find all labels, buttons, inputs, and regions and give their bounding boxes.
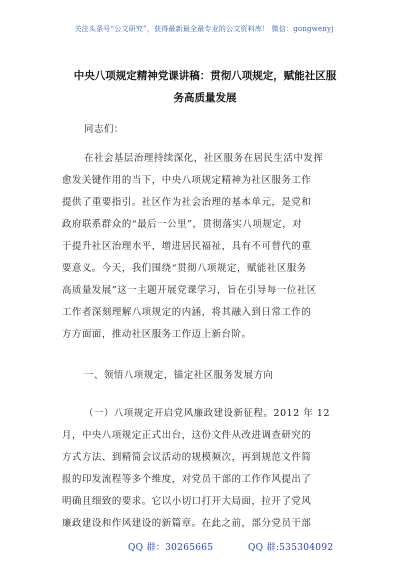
paragraph-line: 报的印发流程等多个维度，对党员干部的工作作风提出了 [62, 474, 312, 485]
document-title-line-2: 务高质量发展 [173, 92, 237, 104]
footer-qq-group-1: QQ 群：30265665 [128, 543, 214, 553]
paragraph-line: 愈发关键作用的当下，中央八项规定精神为社区服务工作 [62, 175, 312, 186]
section-heading: 一、领悟八项规定，锚定社区服务发展方向 [84, 370, 274, 381]
paragraph-line: 高质量发展”这一主题开展党课学习，旨在引导每一位社区 [62, 285, 317, 296]
salutation: 同志们： [84, 124, 124, 135]
paragraph-line: 在社会基层治理持续深化，社区服务在居民生活中发挥 [84, 153, 324, 164]
header-banner: 关注头条号“公文研究”，获得最新最全最专业的公文资料库！ 微信：gongwenyj [74, 25, 334, 33]
paragraph-line: （一）八项规定开启党风廉政建设新征程。2012 年 12 [84, 408, 331, 419]
paragraph-line: 明确且细致的要求。它以小切口打开大局面，拉开了党风 [62, 496, 312, 507]
paragraph-line: 月，中央八项规定正式出台，这份文件从改进调查研究的 [62, 430, 312, 441]
paragraph-line: 政府联系群众的“最后一公里”，贯彻落实八项规定，对 [62, 219, 303, 230]
paragraph-line: 于提升社区治理水平，增进居民福祉，具有不可替代的重 [62, 241, 312, 252]
paragraph-line: 廉政建设和作风建设的新篇章。在此之前，部分党员干部 [62, 518, 312, 529]
paragraph-line: 工作者深刻理解八项规定的内涵，将其融入到日常工作的 [62, 307, 312, 318]
paragraph-line: 方式方法、到精简会议活动的规模频次，再到规范文件简 [62, 452, 312, 463]
footer-qq-group-2: QQ 群:535304092 [248, 543, 334, 553]
paragraph-line: 提供了重要指引。社区作为社会治理的基本单元，是党和 [62, 197, 312, 208]
paragraph-line: 要意义。今天，我们围绕“贯彻八项规定，赋能社区服务 [62, 263, 307, 274]
paragraph-line: 方方面面，推动社区服务工作迈上新台阶。 [62, 329, 252, 340]
document-title-line-1: 中央八项规定精神党课讲稿：贯彻八项规定，赋能社区服 [73, 70, 337, 82]
